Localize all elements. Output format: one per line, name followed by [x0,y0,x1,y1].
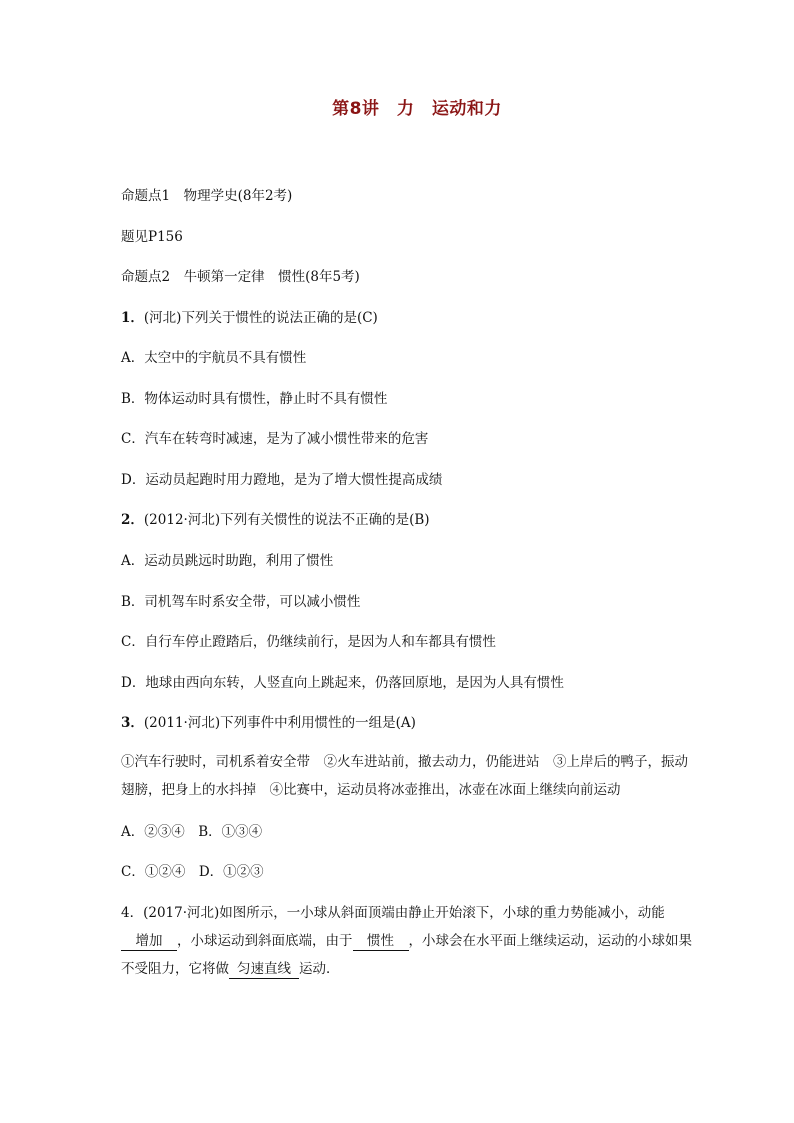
q4-text-part1: 4．(2017·河北)如图所示，一小球从斜面顶端由静止开始滚下，小球的重力势能减小，动能 [121,905,665,921]
q4-blank3: 匀速直线 [229,960,299,979]
q4-text-part3: ，小球会在水平面上继续运动，运动的小球如果不受阻力，它将做 [121,933,692,977]
q1-number: 1． [121,310,144,326]
q4-text-part4: 运动． [299,961,340,977]
q2-option-a: A．运动员跳远时助跑，利用了惯性 [121,553,334,569]
q2-stem: (2012·河北)下列有关惯性的说法不正确的是(B) [143,512,430,528]
q3-number: 3． [121,715,144,731]
q1-stem-line [121,308,378,328]
section1-heading: 命题点1 物理学史(8年2考) [121,188,293,204]
q2-option-d: D．地球由西向东转，人竖直向上跳起来，仍落回原地，是因为人具有惯性 [121,675,564,691]
q1-option-b: B．物体运动时具有惯性，静止时不具有惯性 [121,391,388,407]
q1-stem: (河北)下列关于惯性的说法正确的是(C) [143,310,378,326]
q1-option-a: A．太空中的宇航员不具有惯性 [121,350,307,366]
q2-option-b: B．司机驾车时系安全带，可以减小惯性 [121,594,361,610]
q3-options-row1: A．②③④ B．①③④ [121,824,263,840]
q2-number: 2． [121,512,144,528]
section1-ref: 题见P156 [121,229,183,245]
q3-stem: (2011·河北)下列事件中利用惯性的一组是(A) [143,715,416,731]
q4-blank1: 增加 [121,932,177,951]
q4-paragraph [121,899,701,983]
q3-options-row2: C．①②④ D．①②③ [121,864,264,880]
q2-stem-line [121,510,430,530]
q2-option-c: C．自行车停止蹬踏后，仍继续前行，是因为人和车都具有惯性 [121,634,496,650]
page-title: 第8讲 力 运动和力 [332,99,502,119]
q1-option-c: C．汽车在转弯时减速，是为了减小惯性带来的危害 [121,431,429,447]
section2-heading: 命题点2 牛顿第一定律 惯性(8年5考) [121,269,360,285]
q4-text-part2: ，小球运动到斜面底端，由于 [177,933,353,949]
q1-option-d: D．运动员起跑时用力蹬地，是为了增大惯性提高成绩 [121,472,443,488]
q4-blank2: 惯性 [353,932,409,951]
q3-stem-line [121,713,416,733]
q3-body: ①汽车行驶时，司机系着安全带 ②火车进站前，撤去动力，仍能进站 ③上岸后的鸭子，振动翅膀，把身上的水抖掉 ④比赛中，运动员将冰壶推出，冰壶在冰面上继续向前运动 [121,754,688,798]
